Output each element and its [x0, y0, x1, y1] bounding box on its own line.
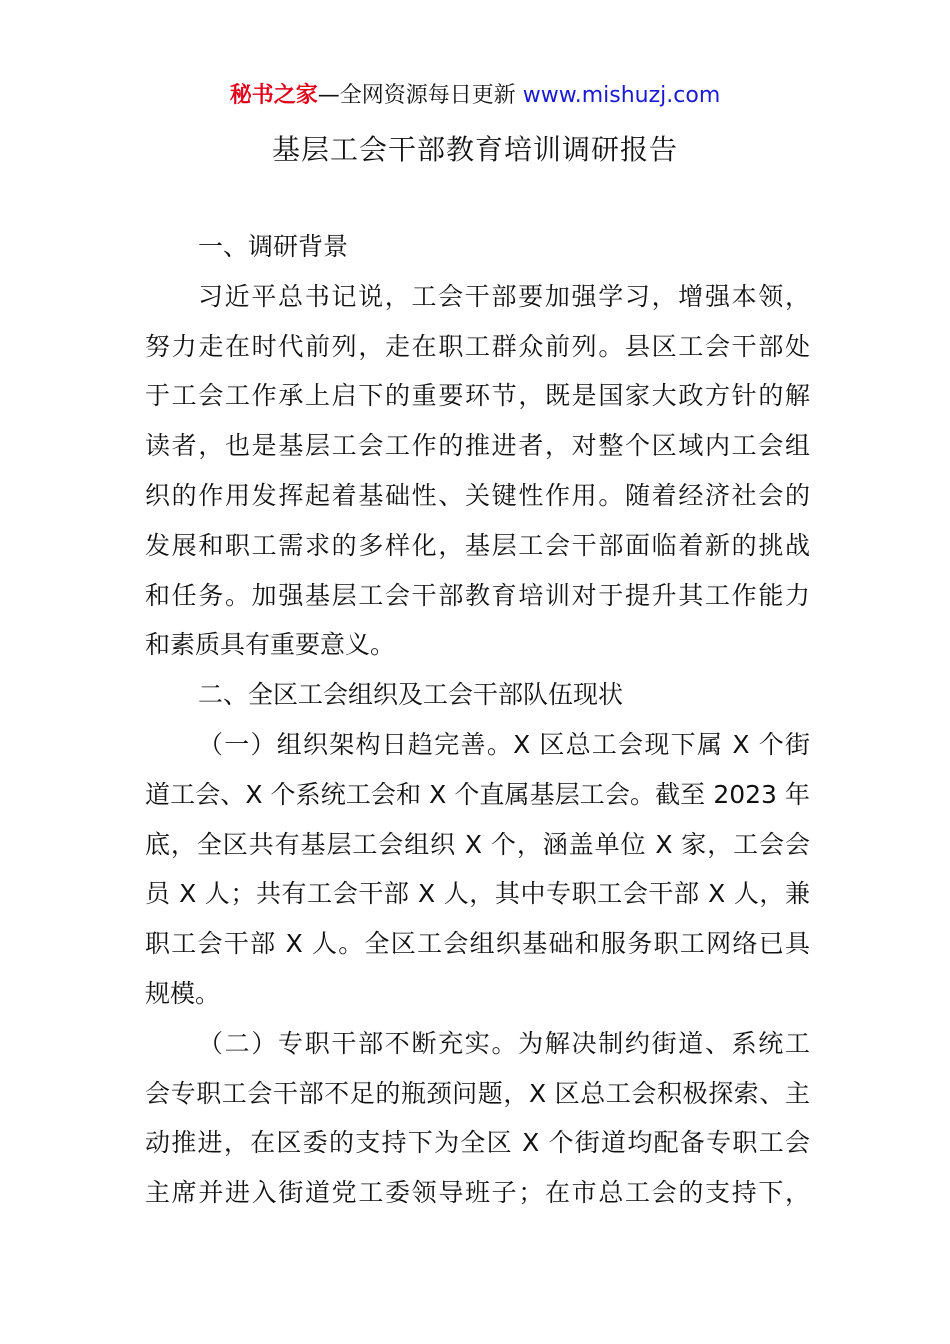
- paragraph-line: （二）专职干部不断充实。为解决制约街道、系统工: [198, 1028, 810, 1058]
- paragraph-line: 和任务。加强基层工会干部教育培训对于提升其工作能力: [145, 580, 810, 610]
- paragraph-line: 道工会、X 个系统工会和 X 个直属基层工会。截至 2023 年: [145, 779, 810, 809]
- site-header: [0, 80, 950, 112]
- paragraph-line: 规模。: [145, 978, 221, 1008]
- paragraph-line: 职工会干部 X 人。全区工会组织基础和服务职工网络已具: [145, 929, 810, 959]
- paragraph-line: 底，全区共有基层工会组织 X 个，涵盖单位 X 家，工会会: [145, 829, 810, 859]
- paragraph-line: 会专职工会干部不足的瓶颈问题，X 区总工会积极探索、主: [145, 1078, 810, 1108]
- section-heading-2: 二、全区工会组织及工会干部队伍现状: [198, 680, 624, 710]
- paragraph-line: 读者，也是基层工会工作的推进者，对整个区域内工会组: [145, 431, 810, 461]
- paragraph-line: （一）组织架构日趋完善。X 区总工会现下属 X 个街: [198, 729, 810, 759]
- paragraph-line: 动推进，在区委的支持下为全区 X 个街道均配备专职工会: [145, 1128, 810, 1158]
- site-brand: 秘书之家: [229, 83, 318, 108]
- paragraph-line: 习近平总书记说，工会干部要加强学习，增强本领，: [198, 281, 810, 311]
- paragraph-line: 于工会工作承上启下的重要环节，既是国家大政方针的解: [145, 381, 810, 411]
- document-title: 基层工会干部教育培训调研报告: [271, 133, 678, 166]
- document-body: [145, 222, 810, 1218]
- paragraph-line: 发展和职工需求的多样化，基层工会干部面临着新的挑战: [145, 530, 810, 560]
- section-heading-1: 一、调研背景: [198, 232, 349, 261]
- paragraph-line: 和素质具有重要意义。: [145, 630, 396, 660]
- paragraph-line: 努力走在时代前列，走在职工群众前列。县区工会干部处: [145, 331, 810, 361]
- paragraph-line: 织的作用发挥起着基础性、关键性作用。随着经济社会的: [145, 480, 810, 510]
- paragraph-line: 员 X 人；共有工会干部 X 人，其中专职工会干部 X 人，兼: [145, 879, 810, 909]
- site-tagline: —全网资源每日更新: [317, 83, 516, 108]
- paragraph-line: 主席并进入街道党工委领导班子；在市总工会的支持下，: [145, 1178, 810, 1208]
- site-url-link[interactable]: www.mishuzj.com: [522, 83, 721, 108]
